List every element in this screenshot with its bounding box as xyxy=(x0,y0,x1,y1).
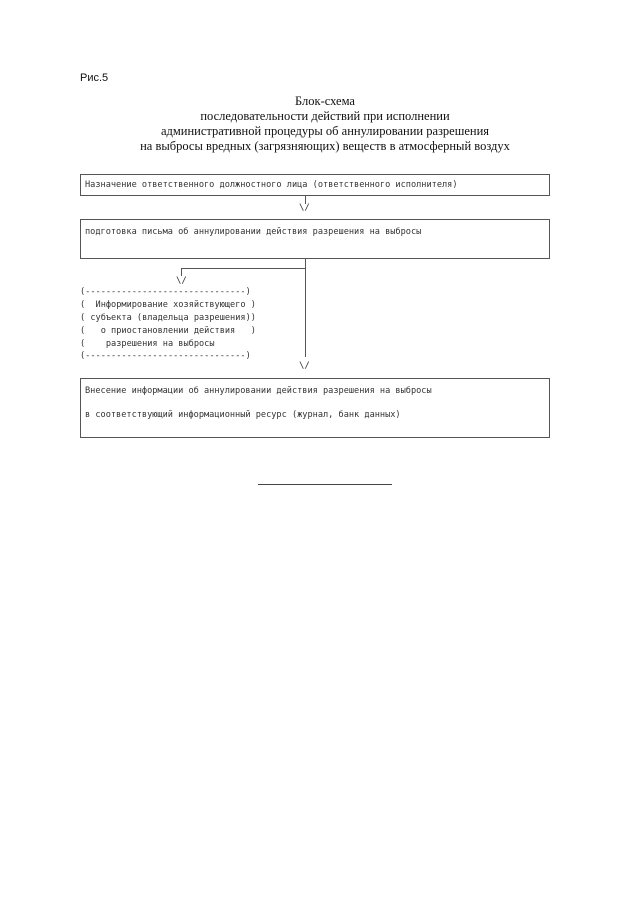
side-box-line-1: ( Информирование хозяйствующего ) xyxy=(80,300,256,310)
closing-rule xyxy=(258,484,392,485)
side-box-line-3: ( о приостановлении действия ) xyxy=(80,326,256,336)
title-line-4: на выбросы вредных (загрязняющих) веществ в атмосферный воздух xyxy=(140,139,510,153)
arrow-down-branch: \/ xyxy=(176,276,187,286)
title-line-3: административной процедуры об аннулировании разрешения xyxy=(160,124,490,138)
flowchart-title xyxy=(80,94,570,154)
side-box-line-4: ( разрешения на выбросы xyxy=(80,339,215,349)
step-box-information-entry xyxy=(80,378,550,438)
arrow-down-2: \/ xyxy=(299,361,310,371)
step-box-information-entry-line-2: в соответствующий информационный ресурс (журнал, банк данных) xyxy=(85,410,401,420)
side-box-bottom-border: (-------------------------------) xyxy=(80,351,251,361)
step-box-letter-preparation xyxy=(80,219,550,259)
arrow-down-1: \/ xyxy=(299,203,310,213)
step-box-appointment xyxy=(80,174,550,196)
step-box-letter-preparation-text: подготовка письма об аннулировании действия разрешения на выбросы xyxy=(85,227,422,237)
branch-drop-line xyxy=(181,268,182,276)
title-line-1: Блок-схема xyxy=(295,94,355,108)
step-box-information-entry-line-1: Внесение информации об аннулировании действия разрешения на выбросы xyxy=(85,386,432,396)
figure-label: Рис.5 xyxy=(80,72,109,84)
connector-line-main xyxy=(305,259,306,357)
title-line-2: последовательности действий при исполнении xyxy=(200,109,450,123)
side-box-line-2: ( субъекта (владельца разрешения)) xyxy=(80,313,256,323)
step-box-appointment-text: Назначение ответственного должностного лица (ответственного исполнителя) xyxy=(85,180,458,190)
branch-line xyxy=(181,268,305,269)
side-box-top-border: (-------------------------------) xyxy=(80,287,251,297)
